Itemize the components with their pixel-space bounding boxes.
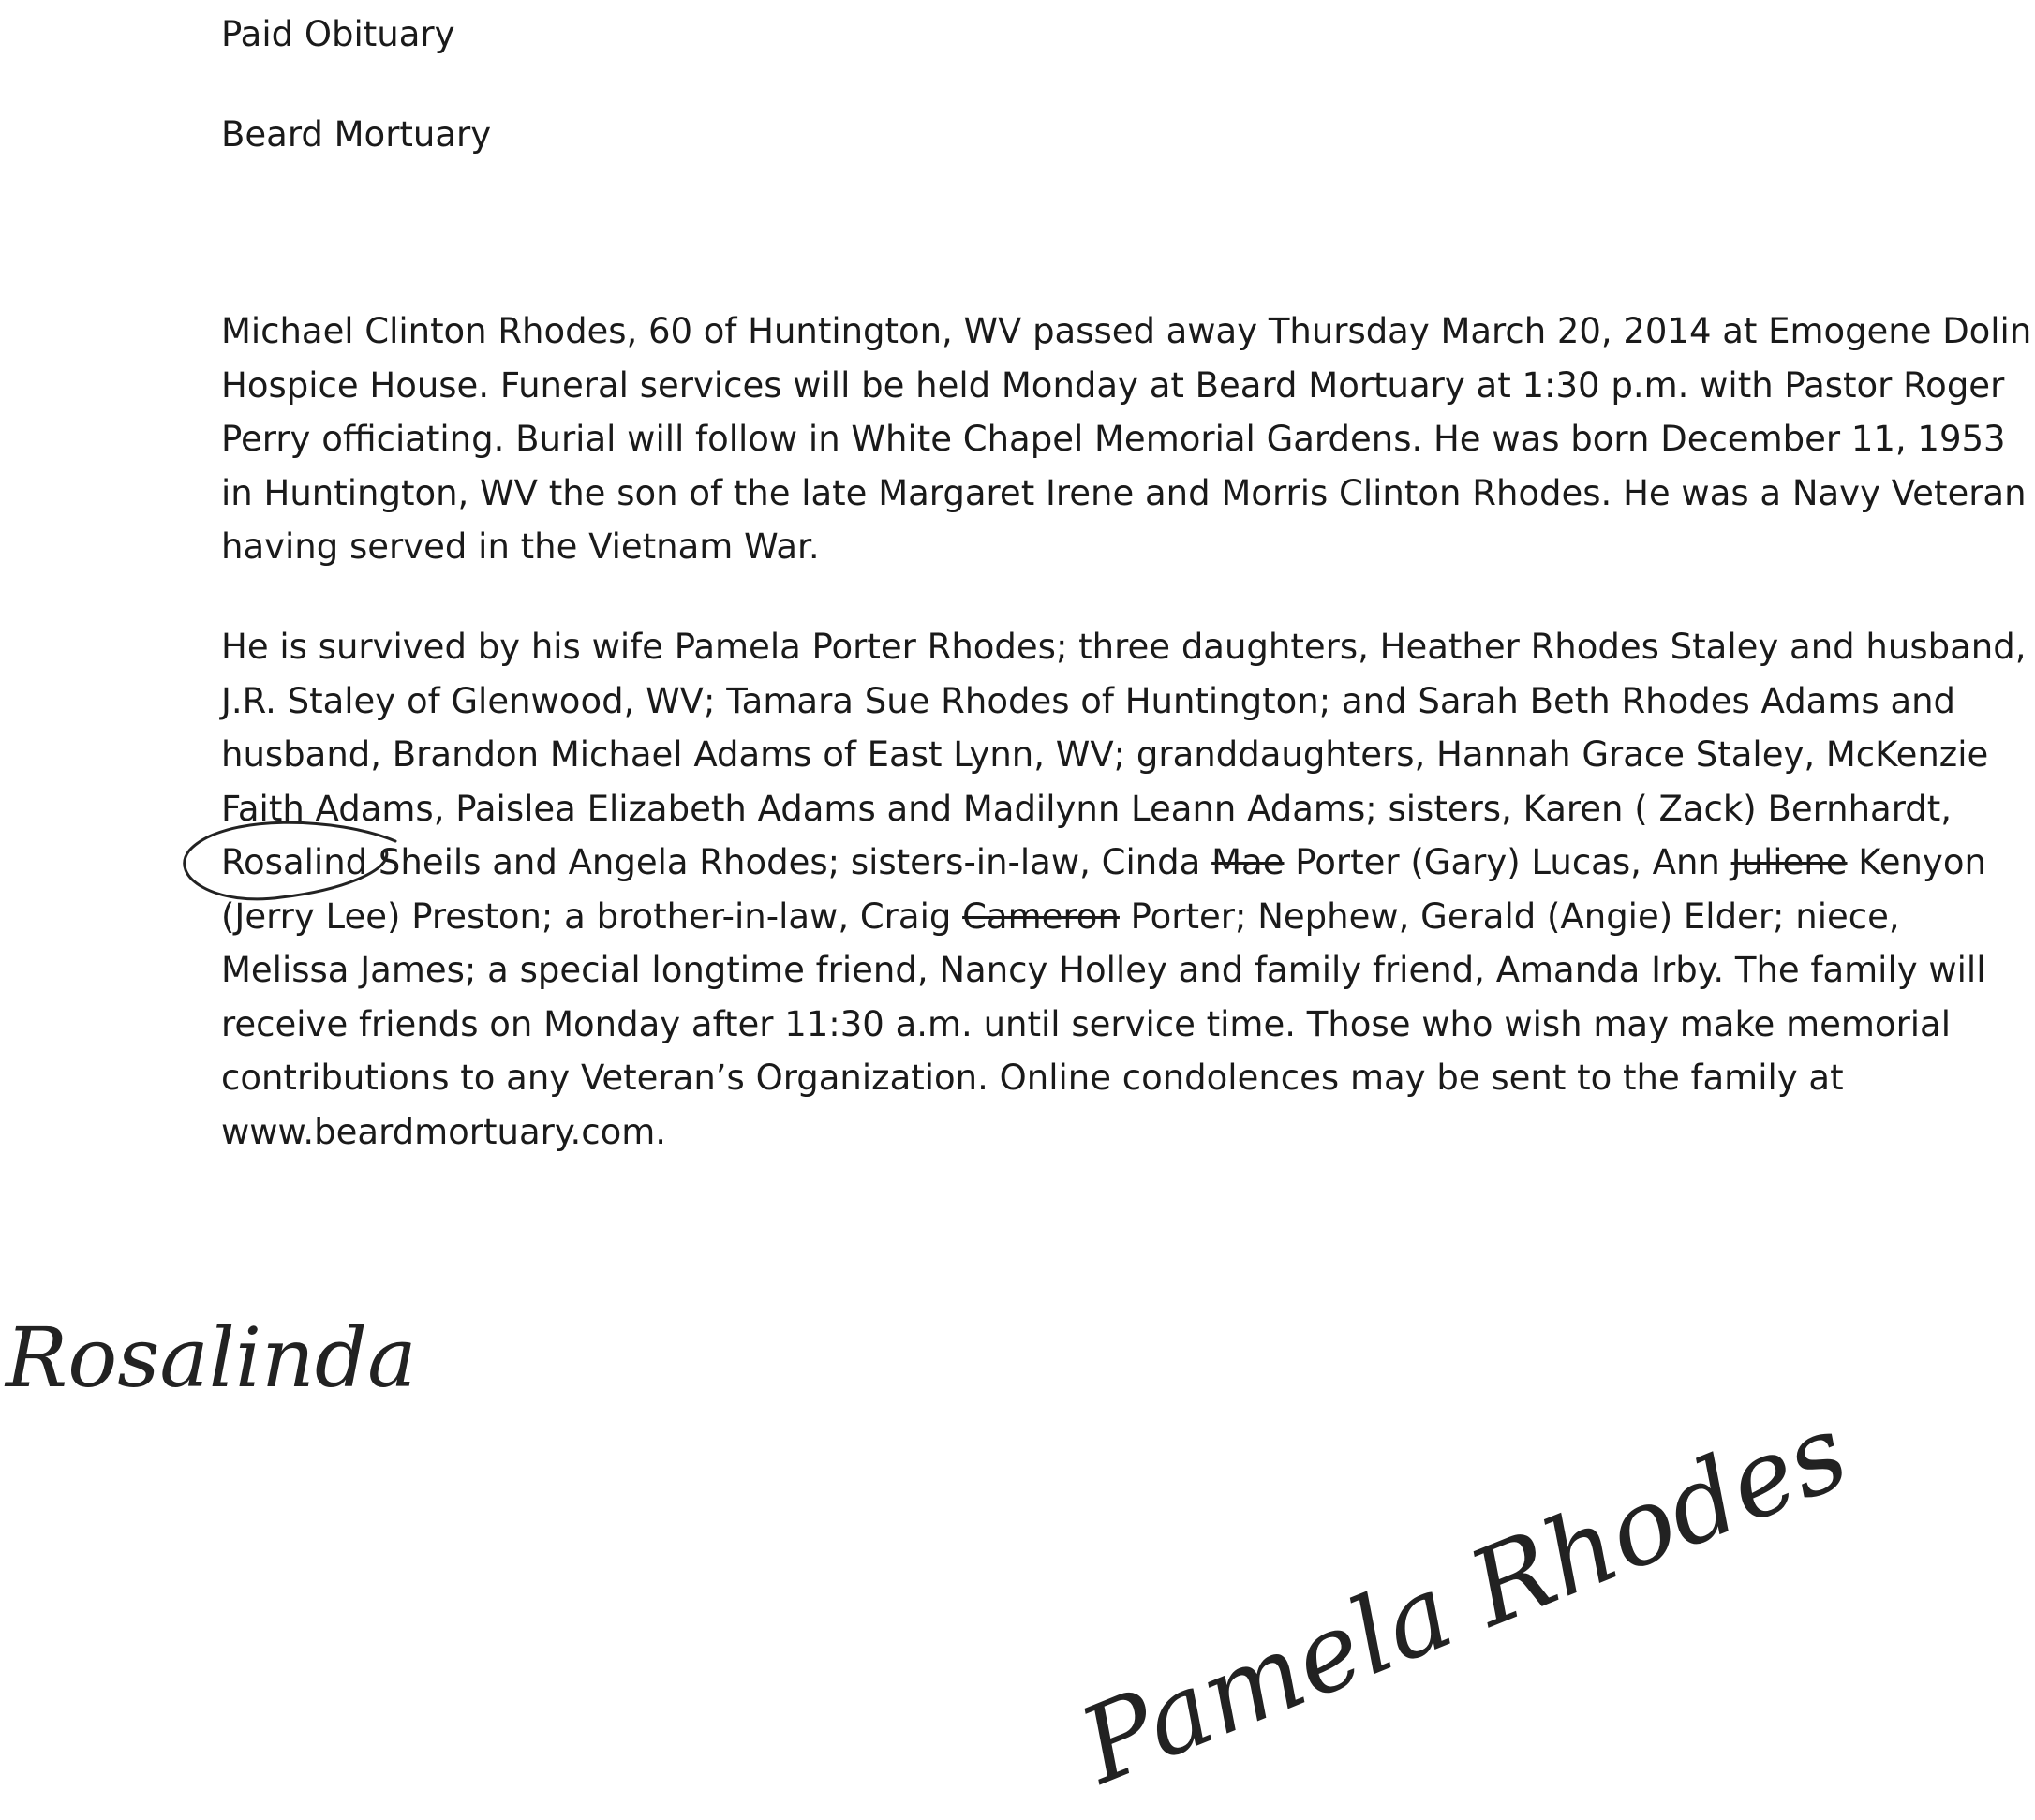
paragraph-1-line: Hospice House. Funeral services will be held Monday at Beard Mortuary at 1:30 p.m. with Pastor Roger [221,364,2005,406]
paragraph-1-line: having served in the Vietnam War. [221,526,820,567]
text-segment: Porter (Gary) Lucas, Ann [1284,842,1731,882]
paragraph-2-line: Faith Adams, Paislea Elizabeth Adams and Madilynn Leann Adams; sisters, Karen ( Zack) Bernhardt, [221,788,1953,829]
paragraph-1-line: in Huntington, WV the son of the late Margaret Irene and Morris Clinton Rhodes. He was a Navy Veteran [221,472,2027,513]
text-segment: Porter; Nephew, Gerald (Angie) Elder; niece, [1119,895,1900,937]
paragraph-2-line: Melissa James; a special longtime friend, Nancy Holley and family friend, Amanda Irby. The family will [221,950,1986,990]
struck-through-name: Juliene [1730,842,1848,882]
paragraph-2-line: contributions to any Veteran’s Organization. Online condolences may be sent to the family at [221,1058,1844,1098]
paragraph-2-line: He is survived by his wife Pamela Porter Rhodes; three daughters, Heather Rhodes Staley and husband, [221,627,2027,667]
document-label: Paid Obituary [221,14,455,54]
text-segment: Kenyon [1847,842,1986,882]
website-url: www.beardmortuary.com. [221,1111,667,1152]
handwritten-signature: Pamela Rhodes [1064,1390,1864,1809]
paragraph-2-line: J.R. Staley of Glenwood, WV; Tamara Sue Rhodes of Huntington; and Sarah Beth Rhodes Adams and [221,680,1956,721]
handwritten-correction: Rosalinda [6,1310,417,1406]
obituary-paragraph-1 [221,304,2031,574]
struck-through-name: Mae [1211,842,1285,882]
paragraph-1-line: Perry officiating. Burial will follow in White Chapel Memorial Gardens. He was born December 11, 1953 [221,419,2006,459]
obituary-paragraph-2 [221,620,2026,1159]
mortuary-name: Beard Mortuary [221,114,492,155]
text-segment: (Jerry Lee) Preston; a brother-in-law, Craig [221,895,963,937]
struck-through-name: Cameron [962,895,1120,937]
paragraph-2-line: husband, Brandon Michael Adams of East Lynn, WV; granddaughters, Hannah Grace Staley, McKenzie [221,734,1989,775]
paragraph-1-line: Michael Clinton Rhodes, 60 of Huntington, WV passed away Thursday March 20, 2014 at Emogene Dolin [221,311,2032,351]
text-segment: Sheils and Angela Rhodes; sisters-in-law, Cinda [367,842,1212,882]
paragraph-2-line-with-corrections [221,836,2026,890]
circled-name: Rosalind [221,842,368,882]
paragraph-2-line-with-correction [221,890,2026,944]
paragraph-2-line: receive friends on Monday after 11:30 a.m. until service time. Those who wish may make memorial [221,1003,1952,1044]
